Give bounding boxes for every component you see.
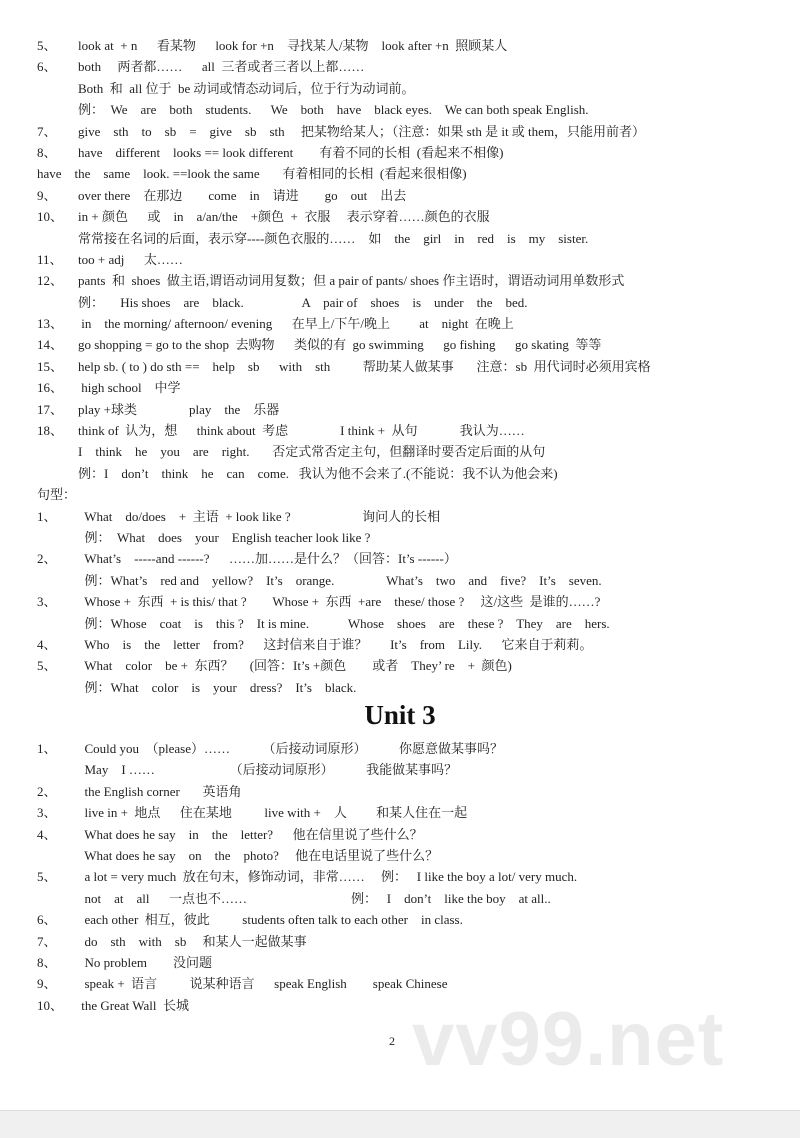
note-line <box>0 738 800 759</box>
note-line <box>0 313 800 334</box>
item-number: 11、 <box>37 251 63 267</box>
item-number: 18、 <box>37 423 64 439</box>
item-text: 例：What color is your dress? It’s black. <box>78 679 357 695</box>
note-line <box>0 759 800 780</box>
item-text: 例： What does your English teacher look like ? <box>78 529 371 545</box>
note-line <box>0 781 800 802</box>
notes-section-unit2 <box>0 35 800 698</box>
note-line <box>0 249 800 270</box>
item-number: 1、 <box>37 508 57 524</box>
note-line <box>0 655 800 676</box>
item-text: What does he say on the photo? 他在电话里说了些什么？ <box>78 847 439 863</box>
item-text: give sth to sb = give sb sth 把某物给某人；（注意：如果 sth 是 it 或 them，只能用前者） <box>78 123 646 139</box>
note-line <box>0 802 800 823</box>
item-text: think of 认为，想 think about 考虑 I think + 从句 我认为…… <box>78 423 525 439</box>
item-number: 6、 <box>37 912 57 928</box>
item-text: speak + 语言 说某种语言 speak English speak Chinese <box>78 976 448 992</box>
note-line <box>0 527 800 548</box>
item-text: look at + n 看某物 look for +n 寻找某人/某物 look after +n 照顾某人 <box>78 38 508 53</box>
item-text: 例： We are both students. We both have black eyes. We can both speak English. <box>78 102 589 118</box>
item-number: 2、 <box>37 783 57 799</box>
item-text: What does he say in the letter? 他在信里说了些什么？ <box>78 826 423 842</box>
item-number: 14、 <box>37 337 64 353</box>
item-text: May I …… （后接动词原形） 我能做某事吗？ <box>78 762 458 778</box>
item-text: not at all 一点也不…… 例： I don’t like the boy at all.. <box>78 890 551 906</box>
item-number: 5、 <box>37 38 57 53</box>
item-text: Both 和 all 位于 be 动词或情态动词后，位于行为动词前。 <box>78 80 415 96</box>
note-line <box>0 163 800 184</box>
note-line <box>0 931 800 952</box>
item-text: play +球类 play the 乐器 <box>78 401 280 417</box>
note-line <box>0 377 800 398</box>
note-line <box>0 909 800 930</box>
item-text: Who is the letter from? 这封信来自于谁？ It’s from Lily. 它来自于莉莉。 <box>78 636 593 652</box>
item-number: 6、 <box>37 59 57 75</box>
item-number: 10、 <box>37 209 64 225</box>
note-line <box>0 228 800 249</box>
note-line <box>0 185 800 206</box>
item-text: the English corner 英语角 <box>78 783 242 799</box>
item-text: 例： His shoes are black. A pair of shoes is under the bed. <box>78 294 528 310</box>
note-line <box>0 420 800 441</box>
item-text: have different looks == look different 有着不同的长相 (看起来不相像) <box>78 144 504 160</box>
item-text: 例：Whose coat is this ? It is mine. Whose shoes are these ? They are hers. <box>78 615 610 631</box>
item-number: 10、 <box>37 997 64 1013</box>
note-line <box>0 292 800 313</box>
item-number: 16、 <box>37 380 64 396</box>
item-number: 5、 <box>37 658 57 674</box>
item-number: 4、 <box>37 636 57 652</box>
note-line <box>0 334 800 355</box>
note-line <box>0 35 800 56</box>
note-line <box>0 78 800 99</box>
item-text: 常常接在名词的后面，表示穿----颜色衣服的…… 如 the girl in red is my sister. <box>78 230 589 246</box>
item-text: in the morning/ afternoon/ evening 在早上/下午/晚上 at night 在晚上 <box>78 316 514 332</box>
note-line <box>0 399 800 420</box>
item-number: 8、 <box>37 954 57 970</box>
note-line <box>0 270 800 291</box>
note-line <box>0 441 800 462</box>
item-number: 8、 <box>37 144 57 160</box>
item-text: the Great Wall 长城 <box>78 997 189 1013</box>
notes-section-unit3 <box>0 738 800 1016</box>
note-line <box>0 484 800 505</box>
unit-heading: Unit 3 <box>364 700 436 730</box>
item-text: over there 在那边 come in 请进 go out 出去 <box>78 187 407 203</box>
note-line <box>0 356 800 377</box>
item-text: go shopping = go to the shop 去购物 类似的有 go swimming go fishing go skating 等等 <box>78 337 602 353</box>
note-line <box>0 677 800 698</box>
note-line <box>0 206 800 227</box>
item-text: live in + 地点 住在某地 live with + 人 和某人住在一起 <box>78 805 468 821</box>
item-text: do sth with sb 和某人一起做某事 <box>78 933 307 949</box>
item-number: 13、 <box>37 316 64 332</box>
item-text: both 两者都…… all 三者或者三者以上都…… <box>78 59 365 75</box>
item-number: 7、 <box>37 933 57 949</box>
item-number: 17、 <box>37 401 64 417</box>
item-text: pants 和 shoes 做主语,谓语动词用复数；但 a pair of pants/ shoes 作主语时，谓语动词用单数形式 <box>78 273 625 289</box>
item-text: too + adj 太…… <box>78 251 183 267</box>
note-line <box>0 570 800 591</box>
note-line <box>0 548 800 569</box>
note-line <box>0 613 800 634</box>
item-text: 例：What’s red and yellow? It’s orange. What’s two and five? It’s seven. <box>78 572 602 588</box>
item-text: have the same look. ==look the same 有着相同的长相 (看起来很相像) <box>37 166 467 182</box>
note-line <box>0 634 800 655</box>
note-line <box>0 591 800 612</box>
note-line <box>0 142 800 163</box>
item-text: What color be + 东西？ (回答：It’s +颜色 或者 They’ re + 颜色) <box>78 658 512 674</box>
item-number: 5、 <box>37 869 57 885</box>
note-line <box>0 845 800 866</box>
item-number: 12、 <box>37 273 64 289</box>
item-text: Whose + 东西 + is this/ that ? Whose + 东西 +are these/ those ? 这/这些 是谁的……? <box>78 594 601 610</box>
watermark: vv99.net <box>412 997 725 1082</box>
item-number: 15、 <box>37 358 64 374</box>
item-number: 9、 <box>37 187 57 203</box>
item-text: high school 中学 <box>78 380 181 396</box>
page-number: 2 <box>389 1034 395 1048</box>
item-number: 4、 <box>37 826 57 842</box>
note-line <box>0 866 800 887</box>
note-line <box>0 121 800 142</box>
item-number: 句型： <box>37 487 77 503</box>
item-text: help sb. ( to ) do sth == help sb with sth 帮助某人做某事 注意：sb 用代词时必须用宾格 <box>78 358 651 374</box>
item-text: I think he you are right. 否定式常否定主句，但翻译时要否定后面的从句 <box>78 444 546 460</box>
note-line <box>0 824 800 845</box>
item-text: in + 颜色 或 in a/an/the +颜色 + 衣服 表示穿着……颜色的衣服 <box>78 209 490 225</box>
item-text: each other 相互，彼此 students often talk to each other in class. <box>78 912 463 928</box>
item-number: 2、 <box>37 551 57 567</box>
item-text: 例：I don’t think he can come. 我认为他不会来了.(不能说：我不认为他会来) <box>78 465 558 481</box>
note-line <box>0 99 800 120</box>
note-line <box>0 973 800 994</box>
item-number: 7、 <box>37 123 57 139</box>
item-number: 1、 <box>37 741 57 756</box>
item-text: What’s -----and ------? ……加……是什么？（回答：It’s ------） <box>78 551 457 567</box>
note-line <box>0 888 800 909</box>
item-text: What do/does + 主语 + look like ? 询问人的长相 <box>78 508 441 524</box>
item-number: 3、 <box>37 594 57 610</box>
viewer-bottom-bar <box>0 1110 800 1138</box>
item-number: 3、 <box>37 805 57 821</box>
item-text: Could you （please）…… （后接动词原形） 你愿意做某事吗？ <box>78 741 504 756</box>
note-line <box>0 463 800 484</box>
note-line <box>0 56 800 77</box>
note-line <box>0 506 800 527</box>
note-line <box>0 952 800 973</box>
item-text: No problem 没问题 <box>78 954 212 970</box>
item-number: 9、 <box>37 976 57 992</box>
item-text: a lot = very much 放在句末，修饰动词，非常…… 例： I like the boy a lot/ very much. <box>78 869 578 885</box>
